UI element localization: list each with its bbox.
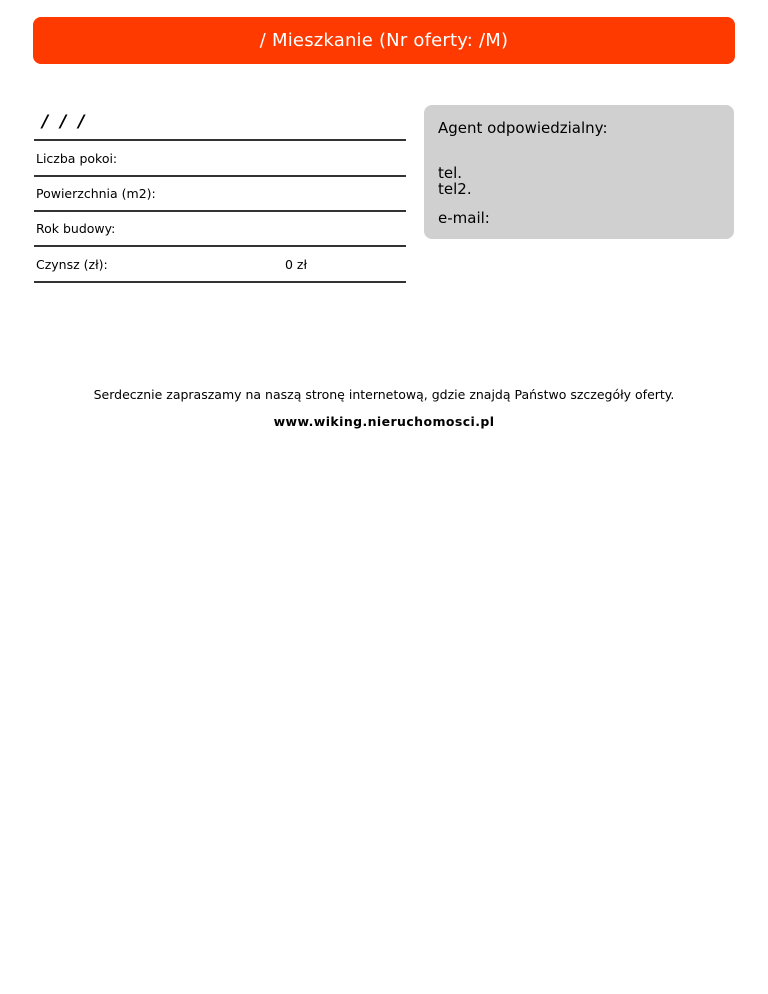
offer-title: / Mieszkanie (Nr oferty: /M): [259, 30, 509, 51]
agent-tel2: tel2.: [438, 180, 472, 198]
agent-tel: tel.: [438, 164, 463, 182]
divider: [34, 210, 406, 212]
footer-invitation: Serdecznie zapraszamy na naszą stronę internetową, gdzie znajdą Państwo szczegóły oferty.: [93, 387, 675, 402]
rent-label: Czynsz (zł):: [36, 257, 108, 272]
agent-box: [424, 105, 734, 239]
offer-address: / / /: [42, 112, 88, 132]
agent-title: Agent odpowiedzialny:: [438, 119, 608, 137]
header-bar: [33, 17, 735, 64]
rooms-label: Liczba pokoi:: [36, 151, 118, 166]
area-label: Powierzchnia (m2):: [36, 186, 156, 201]
divider: [34, 175, 406, 177]
divider: [34, 245, 406, 247]
divider: [34, 281, 406, 283]
build-year-label: Rok budowy:: [36, 221, 116, 236]
divider: [34, 139, 406, 141]
agent-email: e-mail:: [438, 209, 490, 227]
footer-website-link[interactable]: www.wiking.nieruchomosci.pl: [273, 414, 495, 429]
agent-phone: [438, 165, 472, 197]
rent-value: 0 zł: [285, 257, 308, 272]
